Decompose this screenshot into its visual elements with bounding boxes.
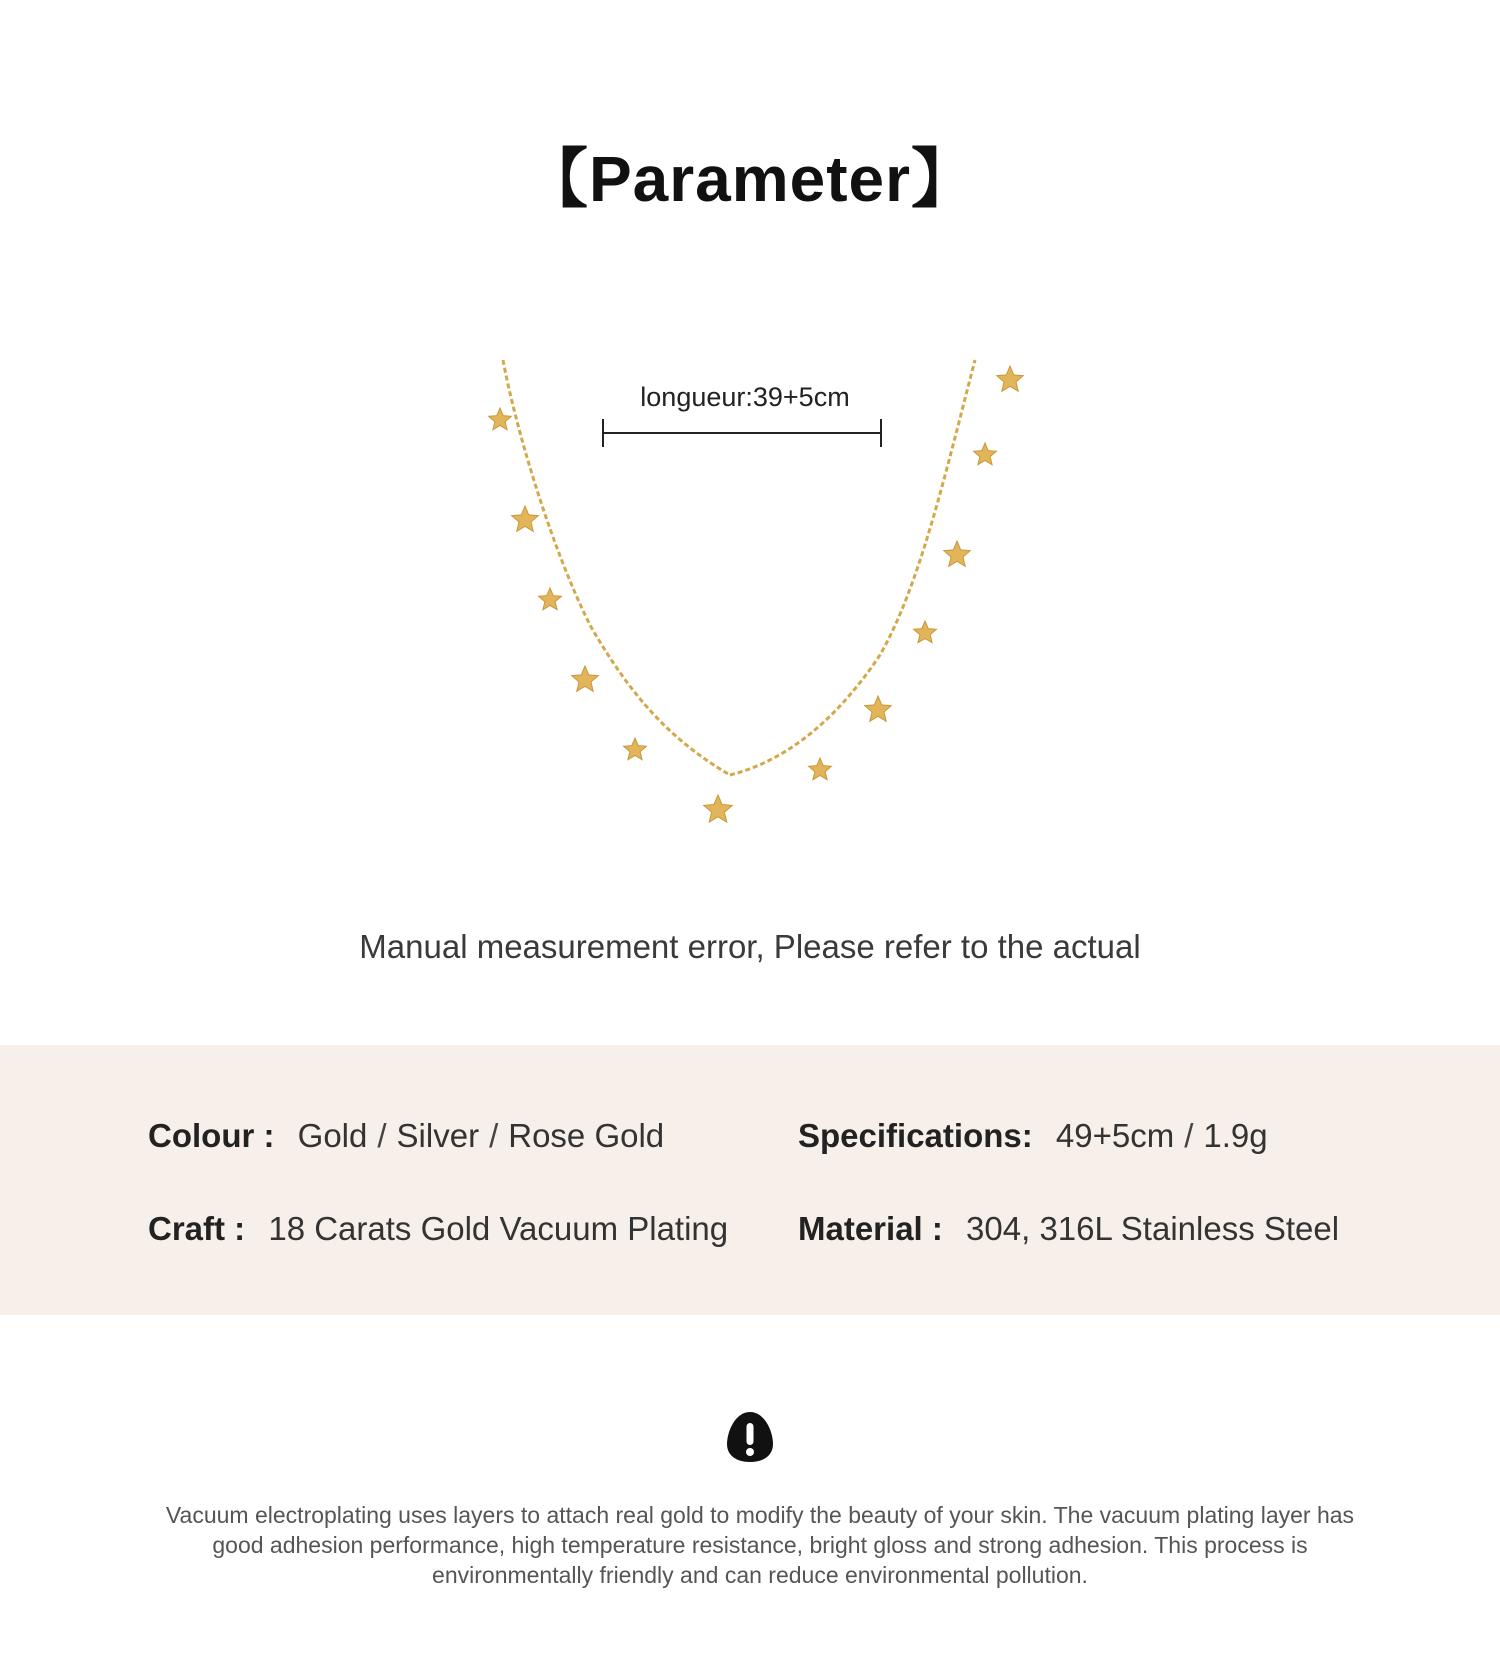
spec-specifications-value-1: 49+5cm — [1055, 1117, 1175, 1154]
spec-colour-value-3: Rose Gold — [508, 1117, 665, 1154]
spec-material-label: Material : — [798, 1210, 943, 1247]
spec-material-value: 304, 316L Stainless Steel — [966, 1210, 1340, 1247]
length-label: longueur:39+5cm — [640, 382, 850, 412]
spec-specifications-separator: / — [1184, 1117, 1194, 1154]
spec-craft — [148, 1210, 728, 1248]
spec-colour-separator: / — [489, 1117, 499, 1154]
spec-craft-label: Craft : — [148, 1210, 246, 1247]
page-title: 【Parameter】 — [523, 143, 977, 215]
star-charm — [865, 696, 892, 721]
star-charm — [489, 408, 512, 430]
spec-colour-value-2: Silver — [396, 1117, 480, 1154]
star-charm — [944, 541, 971, 566]
star-charm — [914, 621, 937, 643]
spec-colour — [148, 1117, 664, 1155]
star-charm — [624, 738, 647, 760]
star-charm — [997, 366, 1024, 391]
spec-material — [798, 1210, 1339, 1248]
star-charm — [809, 758, 832, 780]
plating-description: Vacuum electroplating uses layers to attach real gold to modify the beauty of your skin. The vacuum plating layer has good adhesion performance, high temperature resistance, bright gloss and strong adhesion. This process is environmentally friendly and can reduce environmental pollution. — [165, 1502, 1355, 1588]
spec-craft-value: 18 Carats Gold Vacuum Plating — [268, 1210, 729, 1247]
star-charm — [572, 666, 599, 691]
star-charm — [704, 795, 733, 822]
spec-colour-separator: / — [377, 1117, 387, 1154]
spec-specifications-value-2: 1.9g — [1203, 1117, 1268, 1154]
spec-colour-value-1: Gold — [297, 1117, 368, 1154]
spec-specifications-label: Specifications: — [798, 1117, 1033, 1154]
warning-icon — [725, 1410, 775, 1464]
specs-panel — [0, 1045, 1500, 1315]
star-charm — [539, 588, 562, 610]
spec-colour-label: Colour : — [148, 1117, 275, 1154]
star-charm — [512, 506, 539, 531]
measure-bar — [598, 415, 888, 451]
measurement-note: Manual measurement error, Please refer to the actual — [359, 928, 1141, 965]
star-charm — [974, 443, 997, 465]
spec-specifications — [798, 1117, 1268, 1155]
